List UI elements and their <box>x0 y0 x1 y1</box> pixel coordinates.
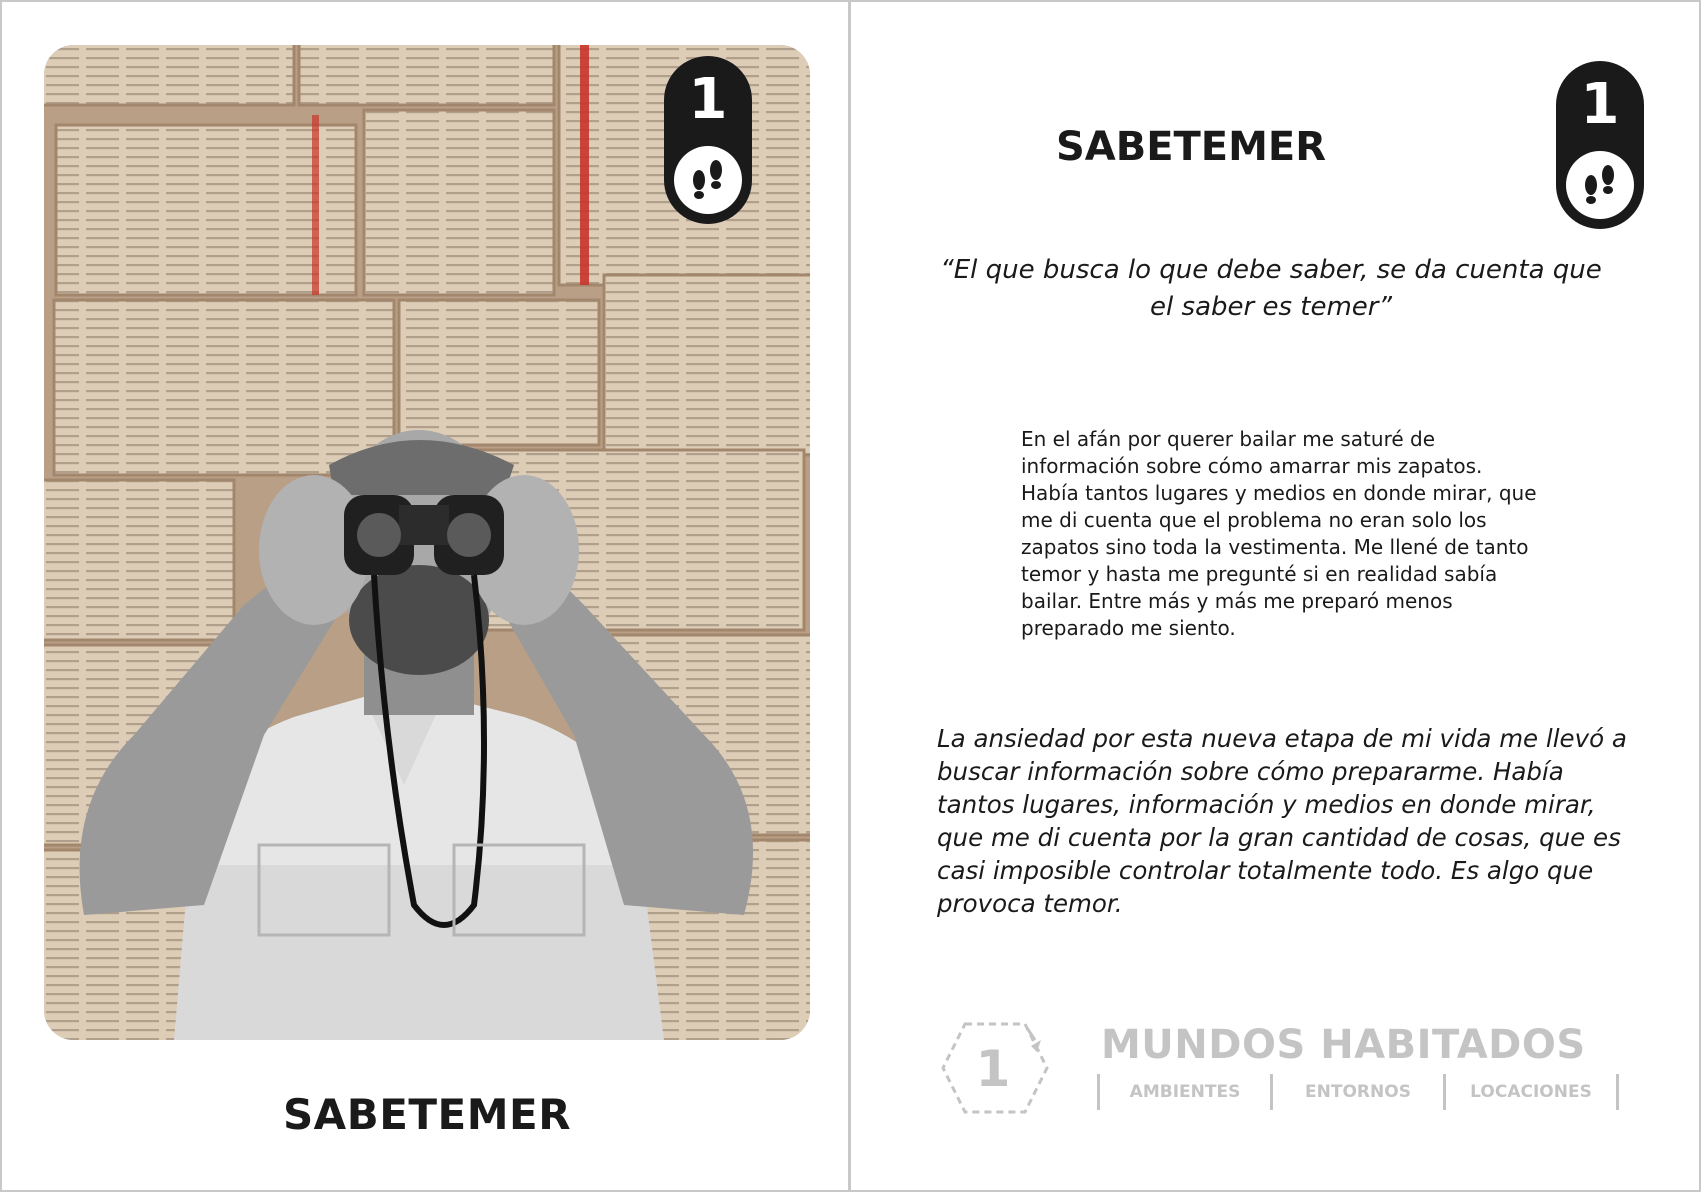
footer-divider <box>1616 1074 1619 1110</box>
footer-link-ambientes[interactable]: AMBIENTES <box>1129 1082 1241 1102</box>
card-quote: “El que busca lo que debe saber, se da cuenta que el saber es temer” <box>940 255 1602 322</box>
footprints-circle <box>1566 151 1634 219</box>
hexagon-logo-number: 1 <box>975 1040 1011 1098</box>
card-number: 1 <box>1580 72 1620 137</box>
card-italic-text: La ansiedad por esta nueva etapa de mi vida me llevó a buscar información sobre cómo prepararme. Había tantos lugares, información y medios en donde mirar, que me di cuenta por la gran cantidad de cosas, que es casi imposible controlar totalmente todo. Es algo que provoca temor. <box>937 724 1627 918</box>
front-card-title: SABETEMER <box>282 1090 572 1139</box>
footer-title: MUNDOS HABITADOS <box>1101 1022 1586 1068</box>
footprints-circle <box>674 146 742 214</box>
card-number-badge <box>1556 61 1644 229</box>
card-number-badge <box>664 56 752 224</box>
footer-link-locaciones[interactable]: LOCACIONES <box>1470 1082 1592 1102</box>
hexagon-logo <box>935 1018 1055 1123</box>
back-card-title: SABETEMER <box>1055 124 1327 170</box>
footprints-icon <box>688 158 728 202</box>
card-front <box>0 0 850 1192</box>
card-back <box>849 0 1701 1192</box>
footprints-icon <box>1580 163 1620 207</box>
footer-links <box>1097 1074 1619 1110</box>
card-number: 1 <box>688 67 728 132</box>
footer-link-entornos[interactable]: ENTORNOS <box>1305 1082 1411 1102</box>
hexagon-logo-icon <box>935 1018 1055 1118</box>
card-body-text: En el afán por querer bailar me saturé de información sobre cómo amarrar mis zapatos. Había tantos lugares y medios en donde mirar, que me di cuenta que el problema no eran solo los zapatos sino toda la vestimenta. Me llené de tanto temor y hasta me pregunté si en realidad sabía bailar. Entre más y más me preparó menos preparado me siento. <box>1021 427 1537 640</box>
